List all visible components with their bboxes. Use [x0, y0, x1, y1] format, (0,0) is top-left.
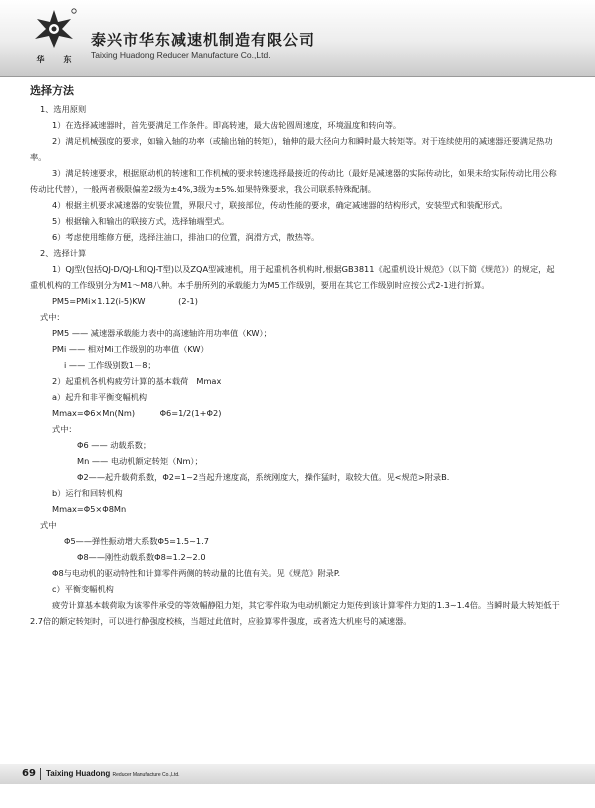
subsection-heading: 2）起重机各机构疲劳计算的基本载荷 Mmax — [52, 376, 222, 386]
definition: Φ2——起升载荷系数，Φ2=1~2当起升速度高，系统刚度大，操作猛时，取较大值。见<规范>附录B. — [77, 472, 450, 482]
definition: PM5 —— 减速器承载能力表中的高速轴许用功率值（KW）； — [52, 328, 272, 338]
paragraph: 2）满足机械强度的要求，如输入轴的功率（或输出轴的转矩），轴伸的最大径向力和瞬时最大转矩等。对于连续使用的减速器还要满足热功率。 — [30, 136, 553, 162]
formula: PM5=PMi×1.12(i-5)KW (2-1) — [52, 296, 198, 306]
footer-brand — [46, 764, 180, 785]
definition: i —— 工作级别数1－8； — [64, 360, 156, 370]
paragraph: 3）满足转速要求，根据原动机的转速和工作机械的要求转速选择最接近的传动比（最好是减速器的实际传动比，如果未给实际传动比用公称传动比代替），一般两者极限偏差2级为±4%,3级为±5%.如果特殊要求，我公司联系特殊配制。 — [30, 168, 557, 194]
paragraph: Φ8与电动机的驱动特性和计算零件两侧的转动量的比值有关。见《规范》附录P. — [52, 568, 341, 578]
formula: Mmax=Φ5×Φ8Mn — [52, 504, 127, 514]
definition: Φ6 —— 动载系数； — [77, 440, 152, 450]
page-number: 69 — [22, 768, 36, 779]
definition: Mn —— 电动机额定转矩（Nm）； — [77, 456, 203, 466]
page-title: 选择方法 — [30, 84, 74, 97]
paragraph: 5）根据输入和输出的联接方式，选择轴端型式。 — [52, 216, 230, 226]
subsection-heading: b）运行和回转机构 — [52, 488, 123, 498]
definition: Φ5——弹性振动增大系数Φ5=1.5~1.7 — [64, 536, 209, 546]
company-name-cn: 泰兴市华东减速机制造有限公司 — [91, 31, 316, 49]
paragraph: 4）根据主机要求减速器的安装位置，界限尺寸，联接部位，传动性能的要求，确定减速器的结构形式，安装型式和装配形式。 — [52, 200, 508, 210]
logo-char-hua: 华 — [36, 55, 45, 64]
paragraph: 1）QJ型(包括QJ-D/QJ-L和QJ-T型)以及ZQA型减速机，用于起重机各机构时,根据GB3811《起重机设计规范》（以下简《规范》）的规定，起重机机构的工作级别分为M1～M8八种。本手册所列的承载能力为M5工作级别，要用在其它工作级别时应按公式2-1进行折算。 — [30, 264, 555, 290]
footer-brand-sub: Reducer Manufacture Co.,Ltd. — [112, 772, 180, 778]
footer-brand-name: Taixing Huadong — [46, 769, 111, 778]
page-footer — [0, 756, 595, 808]
definition: Φ8——刚性动载系数Φ8=1.2~2.0 — [77, 552, 206, 562]
document-body — [30, 82, 562, 629]
subsection-heading: c）平衡变幅机构 — [52, 584, 114, 594]
where-label: 式中： — [52, 424, 77, 434]
company-logo — [27, 6, 81, 68]
where-label: 式中： — [40, 312, 65, 322]
company-name-en: Taixing Huadong Reducer Manufacture Co.,Ltd. — [91, 50, 271, 60]
paragraph: 疲劳计算基本载荷取为该零件承受的等效幅静阻力矩，其它零件取为电动机额定力矩传到该计算零件力矩的1.3~1.4倍。当瞬时最大转矩低于2.7倍的额定转矩时，可以进行静强度校核，当超过此值时，应验算零件强度，或者选大机座号的减速器。 — [30, 600, 560, 626]
logo-char-dong: 东 — [63, 55, 72, 64]
footer-divider — [40, 768, 41, 780]
paragraph: 1）在选择减速器时，首先要满足工作条件。即高转速，最大齿轮圆周速度，环境温度和转向等。 — [52, 120, 402, 130]
page-header — [0, 0, 595, 76]
section-heading: 1、选用原则 — [40, 104, 87, 114]
definition: PMi —— 相对Mi工作级别的功率值（KW） — [52, 344, 209, 354]
where-label: 式中 — [40, 520, 57, 530]
subsection-heading: a）起升和非平衡变幅机构 — [52, 392, 148, 402]
formula: Mmax=Φ6×Mn(Nm) Φ6=1/2(1+Φ2) — [52, 408, 222, 418]
section-heading: 2、选择计算 — [40, 248, 87, 258]
header-divider — [0, 76, 595, 77]
logo-emblem-icon — [27, 6, 81, 52]
paragraph: 6）考虑使用维修方便，选择注油口，排油口的位置，润滑方式，散热等。 — [52, 232, 320, 242]
